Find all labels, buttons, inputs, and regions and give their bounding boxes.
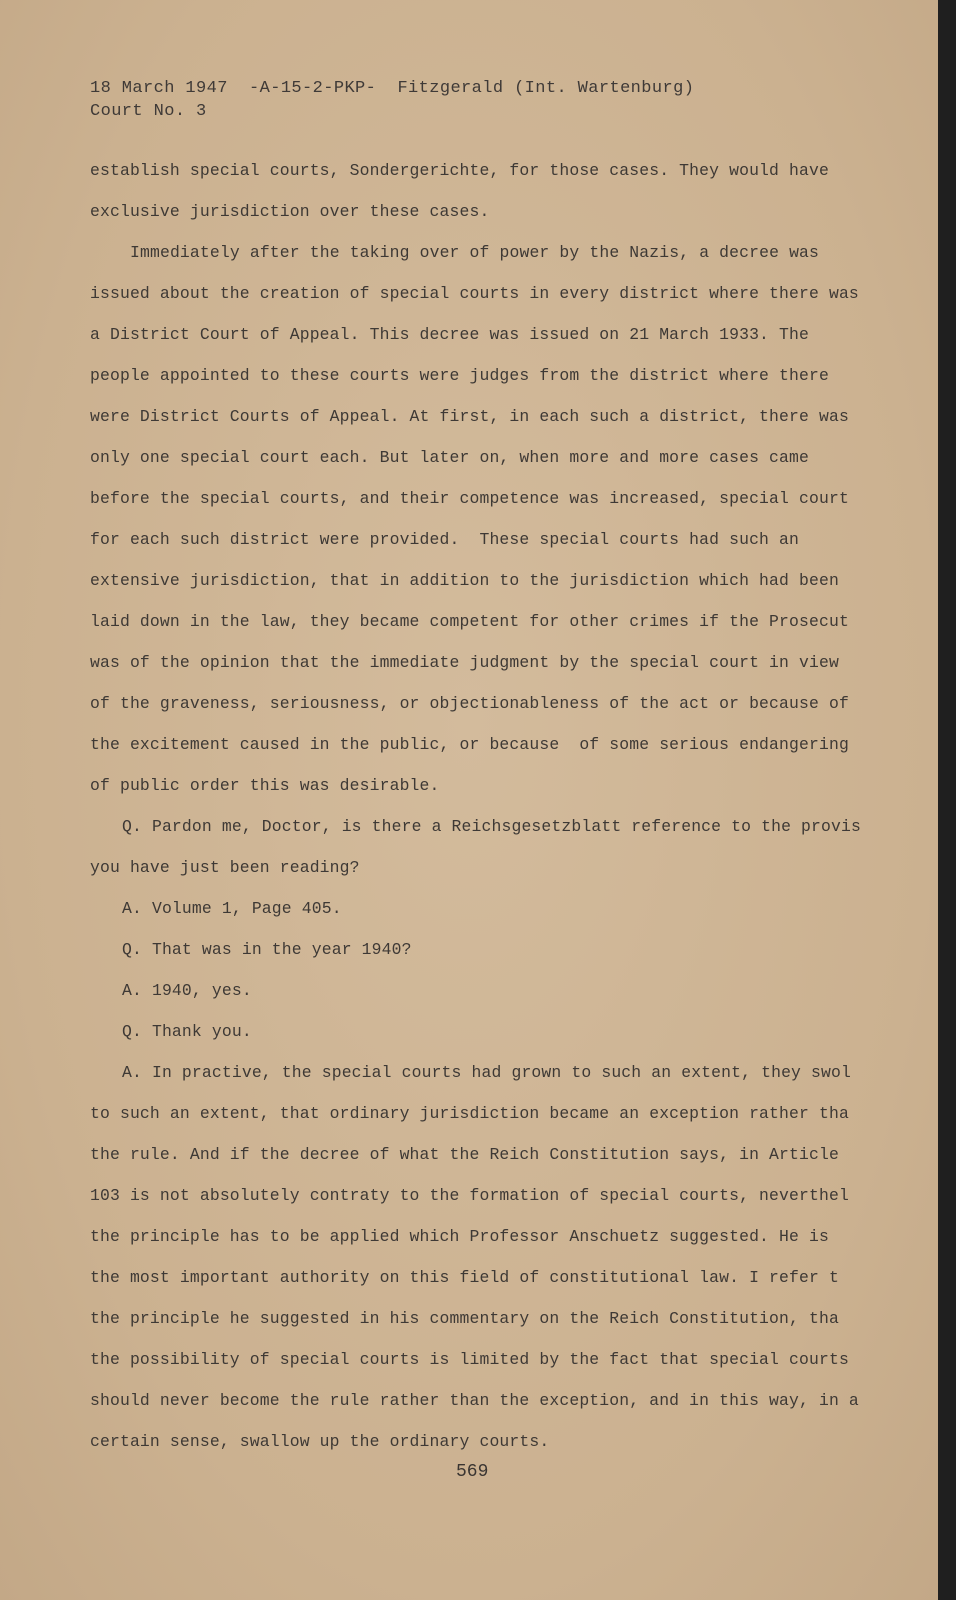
text-line: was of the opinion that the immediate judgment by the special court in view bbox=[90, 653, 839, 672]
text-line: certain sense, swallow up the ordinary courts. bbox=[90, 1432, 550, 1451]
header-line-court: Court No. 3 bbox=[90, 102, 207, 121]
answer-line: A. Volume 1, Page 405. bbox=[122, 899, 342, 918]
header-line-date-reference: 18 March 1947 -A-15-2-PKP- Fitzgerald (Int. Wartenburg) bbox=[90, 79, 695, 98]
text-line: the principle he suggested in his commentary on the Reich Constitution, tha bbox=[90, 1309, 839, 1328]
transcript-body bbox=[90, 156, 880, 1468]
answer-line: A. In practive, the special courts had grown to such an extent, they swol bbox=[122, 1063, 851, 1082]
text-line: the principle has to be applied which Professor Anschuetz suggested. He is bbox=[90, 1227, 829, 1246]
text-line: of the graveness, seriousness, or objectionableness of the act or because of bbox=[90, 694, 849, 713]
text-line: the possibility of special courts is limited by the fact that special courts bbox=[90, 1350, 849, 1369]
question-line: Q. Pardon me, Doctor, is there a Reichsgesetzblatt reference to the provis bbox=[122, 817, 861, 836]
text-line: the most important authority on this field of constitutional law. I refer t bbox=[90, 1268, 839, 1287]
text-line: 103 is not absolutely contraty to the formation of special courts, neverthel bbox=[90, 1186, 849, 1205]
text-line: extensive jurisdiction, that in addition to the jurisdiction which had been bbox=[90, 571, 839, 590]
page-number: 569 bbox=[456, 1462, 489, 1482]
text-line: establish special courts, Sondergerichte, for those cases. They would have bbox=[90, 161, 829, 180]
text-line: should never become the rule rather than the exception, and in this way, in a bbox=[90, 1391, 859, 1410]
text-line: people appointed to these courts were judges from the district where there bbox=[90, 366, 829, 385]
text-line: exclusive jurisdiction over these cases. bbox=[90, 202, 490, 221]
text-line: of public order this was desirable. bbox=[90, 776, 440, 795]
text-line: for each such district were provided. These special courts had such an bbox=[90, 530, 800, 549]
page-header bbox=[90, 77, 694, 123]
text-line: before the special courts, and their competence was increased, special court bbox=[90, 489, 849, 508]
text-line: to such an extent, that ordinary jurisdiction became an exception rather tha bbox=[90, 1104, 849, 1123]
answer-line: A. 1940, yes. bbox=[122, 981, 252, 1000]
question-line: Q. That was in the year 1940? bbox=[122, 940, 412, 959]
text-line: only one special court each. But later on, when more and more cases came bbox=[90, 448, 809, 467]
text-line: laid down in the law, they became competent for other crimes if the Prosecut bbox=[90, 612, 849, 631]
text-line: you have just been reading? bbox=[90, 858, 360, 877]
text-line: the rule. And if the decree of what the Reich Constitution says, in Article bbox=[90, 1145, 839, 1164]
text-line: were District Courts of Appeal. At first, in each such a district, there was bbox=[90, 407, 849, 426]
question-line: Q. Thank you. bbox=[122, 1022, 252, 1041]
text-line: Immediately after the taking over of power by the Nazis, a decree was bbox=[130, 243, 820, 262]
text-line: the excitement caused in the public, or because of some serious endangering bbox=[90, 735, 849, 754]
text-line: issued about the creation of special courts in every district where there was bbox=[90, 284, 859, 303]
text-line: a District Court of Appeal. This decree was issued on 21 March 1933. The bbox=[90, 325, 809, 344]
